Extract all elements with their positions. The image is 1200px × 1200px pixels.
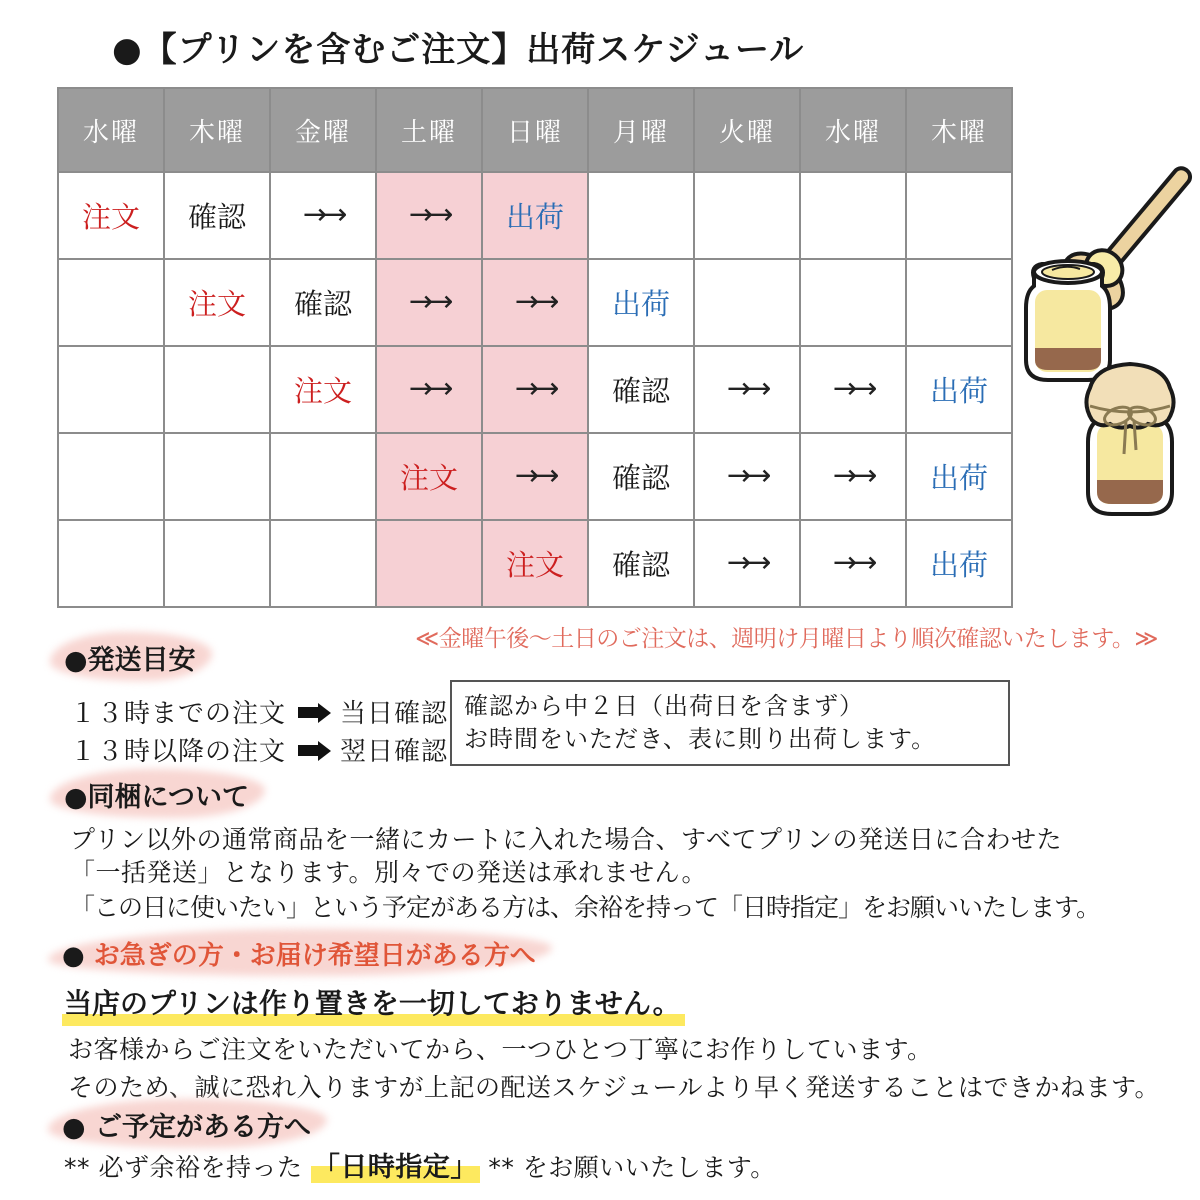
table-header-cell: 日曜 <box>483 89 589 173</box>
no-premade-statement <box>62 982 685 1026</box>
table-cell: 確認 <box>589 521 695 608</box>
date-designation-line <box>64 1145 776 1184</box>
table-cell: 注文 <box>165 260 271 347</box>
bundling-paragraph-2: 「一括発送」となります。別々での発送は承れません。 <box>70 858 708 887</box>
table-cell <box>907 260 1013 347</box>
table-cell <box>695 260 801 347</box>
rush-heading-text: お急ぎの方・お届け希望日がある方へ <box>93 941 536 971</box>
guide-line-2-label: １３時以降の注文 <box>70 737 287 767</box>
table-cell <box>165 434 271 521</box>
bullet-icon: ● <box>62 941 85 971</box>
table-cell: 確認 <box>589 347 695 434</box>
table-cell <box>59 521 165 608</box>
table-cell: →→ <box>483 434 589 521</box>
table-cell: 出荷 <box>589 260 695 347</box>
rush-paragraph-2: そのため、誠に恐れ入りますが上記の配送スケジュールより早く発送することはできかねます。 <box>68 1073 1161 1102</box>
covered-jar-icon <box>1080 358 1180 523</box>
guide-line-2-result: 翌日確認 <box>340 737 449 767</box>
table-cell: →→ <box>801 521 907 608</box>
table-cell: →→ <box>483 260 589 347</box>
table-cell: 注文 <box>377 434 483 521</box>
table-header-cell: 木曜 <box>907 89 1013 173</box>
table-cell <box>695 173 801 260</box>
table-cell: 出荷 <box>907 521 1013 608</box>
table-header-cell: 火曜 <box>695 89 801 173</box>
table-cell: 注文 <box>483 521 589 608</box>
shipping-schedule-table <box>57 87 1013 608</box>
bundling-paragraph-1: プリン以外の通常商品を一緒にカートに入れた場合、すべてプリンの発送日に合わせた <box>70 825 1063 854</box>
table-cell <box>271 434 377 521</box>
table-cell <box>165 521 271 608</box>
date-line-suffix: ** をお願いいたします。 <box>479 1153 776 1182</box>
rush-paragraph-1: お客様からご注文をいただいてから、一つひとつ丁寧にお作りしています。 <box>68 1035 933 1064</box>
table-cell <box>377 521 483 608</box>
table-cell: →→ <box>483 347 589 434</box>
table-cell: 注文 <box>271 347 377 434</box>
bundling-heading-text: ●同梱について <box>64 775 249 814</box>
table-cell <box>59 434 165 521</box>
table-cell: 確認 <box>271 260 377 347</box>
table-cell <box>589 173 695 260</box>
bundling-heading <box>64 775 249 814</box>
table-cell: →→ <box>271 173 377 260</box>
table-cell: →→ <box>695 434 801 521</box>
table-header-cell: 土曜 <box>377 89 483 173</box>
table-cell: 確認 <box>589 434 695 521</box>
bundling-paragraph-3: 「この日に使いたい」という予定がある方は、余裕を持って「日時指定」をお願いいたします。 <box>70 893 1101 922</box>
right-arrow-icon <box>298 707 318 718</box>
date-designation-highlight: 「日時指定」 <box>312 1152 478 1183</box>
table-cell: →→ <box>695 347 801 434</box>
table-cell: →→ <box>377 173 483 260</box>
table-cell <box>801 260 907 347</box>
guide-line-1-label: １３時までの注文 <box>70 699 287 729</box>
confirmation-info-box <box>450 680 1010 766</box>
shipping-guide-heading-text: ●発送目安 <box>64 638 196 677</box>
table-cell <box>59 260 165 347</box>
table-cell <box>801 173 907 260</box>
table-cell: 注文 <box>59 173 165 260</box>
rush-heading <box>62 935 536 972</box>
table-header-cell: 木曜 <box>165 89 271 173</box>
table-header-cell: 水曜 <box>801 89 907 173</box>
bullet-icon: ● <box>62 1112 86 1143</box>
info-box-line-1: 確認から中２日（出荷日を含まず） <box>464 692 864 720</box>
table-cell: →→ <box>801 434 907 521</box>
no-premade-text: 当店のプリンは作り置きを一切しておりません。 <box>62 982 685 1026</box>
table-footnote: ≪金曜午後～土日のご注文は、週明け月曜日より順次確認いたします。≫ <box>415 626 1158 652</box>
table-cell: 出荷 <box>483 173 589 260</box>
table-cell: →→ <box>801 347 907 434</box>
right-arrow-icon <box>298 745 318 756</box>
guide-line-2 <box>70 731 448 768</box>
guide-line-1-result: 当日確認 <box>340 699 449 729</box>
table-header-cell: 水曜 <box>59 89 165 173</box>
table-cell: 確認 <box>165 173 271 260</box>
page-title: ●【プリンを含むご注文】出荷スケジュール <box>112 30 805 70</box>
guide-line-1 <box>70 693 448 730</box>
table-cell: 出荷 <box>907 347 1013 434</box>
info-box-line-2: お時間をいただき、表に則り出荷します。 <box>464 725 937 753</box>
table-cell <box>59 347 165 434</box>
table-cell: →→ <box>377 347 483 434</box>
table-cell: 出荷 <box>907 434 1013 521</box>
date-line-prefix: ** 必ず余裕を持った <box>64 1153 311 1182</box>
table-cell: →→ <box>377 260 483 347</box>
shipping-guide-heading <box>64 638 196 677</box>
table-cell <box>907 173 1013 260</box>
table-header-cell: 月曜 <box>589 89 695 173</box>
table-cell <box>271 521 377 608</box>
table-cell <box>165 347 271 434</box>
table-header-cell: 金曜 <box>271 89 377 173</box>
plans-heading <box>62 1105 311 1144</box>
table-cell: →→ <box>695 521 801 608</box>
plans-heading-text: ご予定がある方へ <box>94 1112 311 1143</box>
